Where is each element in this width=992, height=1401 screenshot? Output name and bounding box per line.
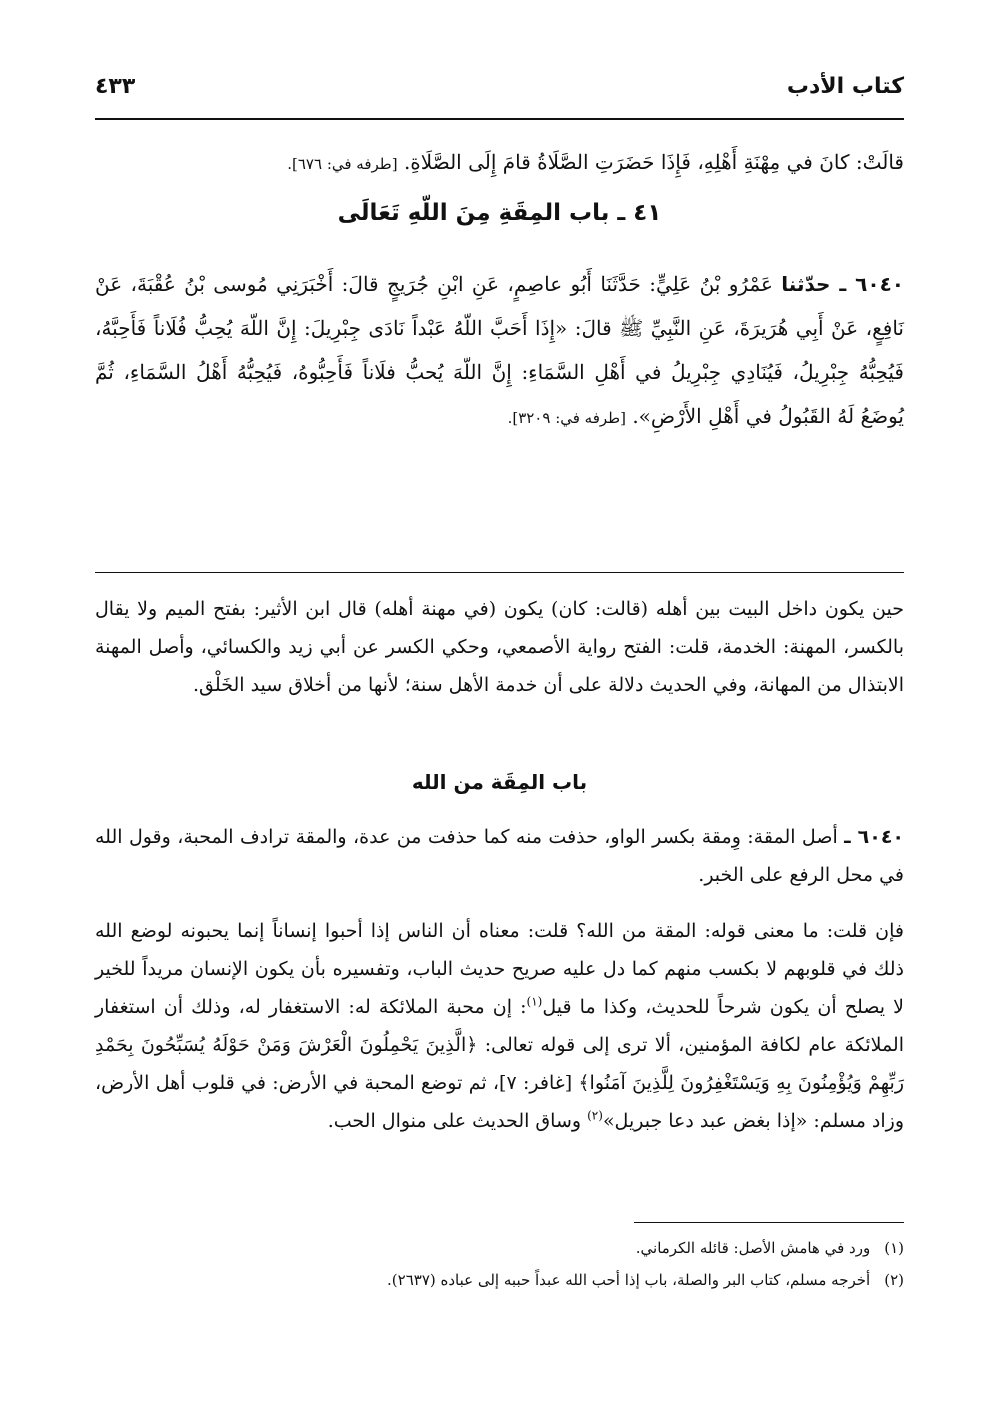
hadith-text: عَمْرُو بْنُ عَلِيٍّ: حَدَّثَنَا أَبُو عاصِمٍ، عَنِ ابْنِ جُرَيجٍ قالَ: أَخْبَرَنِي مُوسى بْنُ عُقْبَةَ، عَنْ نَافِعٍ، عَنْ أَبِي هُرَيرَةَ، عَنِ النَّبِيِّ ﷺ قالَ: «إِذَا أَحَبَّ اللّهُ عَبْداً نَادَى جِبْرِيلَ: إِنَّ اللّهَ يُحِبُّ فُلَاناً فَأَحِبَّهُ، فَيُحِبُّهُ جِبْرِيلُ، فَيُنَادِي جِبْرِيلُ في أَهْلِ السَّمَاءِ: إِنَّ اللّهَ يُحبُّ فلَاناً فَأَحِبُّوهُ، فَيُحِبُّهُ أَهْلُ السَّمَاءِ، ثُمَّ يُوضَعُ لَهُ القَبُولُ في أَهْلِ الأَرْضِ». [95,272,904,428]
hadith-ref: [طرفه في: ٣٢٠٩]. [507,409,626,427]
book-title: كتاب الأدب [786,74,904,99]
footnote-ref-2: (٢) [587,1108,603,1123]
commentary-paragraph-2 [95,818,904,894]
footnote-2 [95,1268,904,1292]
commentary-paragraph-3-part-c: وساق الحديث على منوال الحب. [327,1110,588,1132]
footnote-divider [634,1222,904,1223]
page-number: ٤٣٣ [95,74,136,99]
footnote-2-text: أخرجه مسلم، كتاب البر والصلة، باب إذا أحب الله عبداً حببه إلى عباده (٢٦٣٧). [387,1271,871,1289]
footnote-1 [95,1236,904,1260]
commentary-number: ٦٠٤٠ ـ [844,826,905,848]
top-paragraph-ref: [طرفه في: ٦٧٦]. [287,155,398,173]
commentary-heading: باب المِقَة من الله [411,770,588,794]
chapter-heading: ٤١ ـ باب المِقَةِ مِنَ اللّهِ تَعَالَى [337,200,662,226]
commentary-paragraph-3-part-b: : إن محبة الملائكة له: الاستغفار له، وذلك أن استغفار الملائكة عام لكافة المؤمنين، ألا ترى إلى قوله تعالى: ﴿الَّذِينَ يَحْمِلُونَ الْعَرْشَ وَمَنْ حَوْلَهُ يُسَبِّحُونَ بِحَمْدِ رَبِّهِمْ وَيُؤْمِنُونَ بِهِ وَيَسْتَغْفِرُونَ لِلَّذِينَ آمَنُوا﴾ [غافر: ٧]، ثم توضع المحبة في الأرض: في قلوب أهل الأرض، وزاد مسلم: «إذا بغض عبد دعا جبريل» [95,996,905,1132]
top-paragraph [95,140,904,186]
commentary-paragraph-3-part-a: فإن قلت: ما معنى قوله: المقة من الله؟ قلت: معناه أن الناس إذا أحبوا إنساناً إنما يحبونه لوضع الله ذلك في قلوبهم لا بكسب منهم كما دل عليه صريح حديث الباب، وتفسيره بأن يكون الإنسان مريداً للخير لا يصلح أن يكون شرحاً للحديث، وكذا ما قيل [95,920,905,1018]
main-commentary-divider [95,572,904,573]
page-header [95,74,904,120]
footnote-ref-1: (١) [526,994,543,1009]
hadith-paragraph [95,262,904,440]
commentary-paragraph-1: حين يكون داخل البيت بين أهله (قالت: كان) يكون (في مهنة أهله) قال ابن الأثير: بفتح الميم ولا يقال بالكسر، المهنة: الخدمة، قلت: الفتح رواية الأصمعي، وحكي الكسر عن أبي زيد والكسائي، وأصل المهنة الابتذال من المهانة، وفي الحديث دلالة على أن خدمة الأهل سنة؛ لأنها من أخلاق سيد الخَلْق. [95,598,904,696]
commentary-paragraph-3 [95,912,904,1140]
hadith-label: ٦٠٤٠ ـ حدّثنا [781,272,904,296]
top-paragraph-text: قالَتْ: كانَ في مِهْنَةِ أَهْلِهِ، فَإِذَا حَضَرَتِ الصَّلَاةُ قامَ إِلَى الصَّلَاةِ. [403,150,904,174]
footnote-2-number: (٢) [884,1271,904,1289]
footnote-1-number: (١) [884,1239,904,1257]
footnote-1-text: ورد في هامش الأصل: قائله الكرماني. [635,1239,871,1257]
commentary-paragraph-2-text: أصل المقة: وِمقة بكسر الواو، حذفت منه كما حذفت من عدة، والمقة ترادف المحبة، وقول الله في محل الرفع على الخبر. [95,826,904,886]
